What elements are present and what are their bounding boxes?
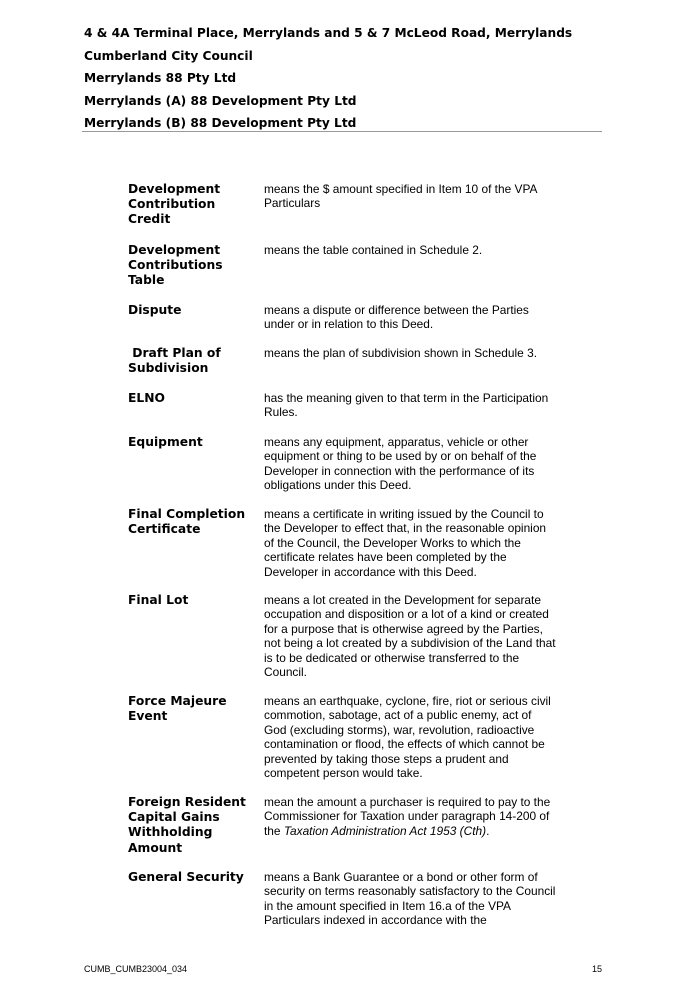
definition-item (128, 182, 558, 243)
definition-term: Final Completion Certificate (128, 507, 246, 537)
definition-item (128, 435, 558, 507)
definition-term: Equipment (128, 435, 203, 449)
header-party-1: Merrylands 88 Pty Ltd (84, 71, 237, 85)
definition-meaning: means the $ amount specified in Item 10 of the VPA Particulars (264, 182, 537, 211)
definition-item (128, 694, 558, 795)
header-party-2: Merrylands (A) 88 Development Pty Ltd (84, 93, 357, 108)
definition-meaning: means an earthquake, cyclone, fire, riot or serious civil commotion, sabotage, act of a public enemy, act of God (excluding storms), war, revolution, radioactive contamination or flood, the effects of which cannot be prevented by taking those steps a prudent and competent person would take. (264, 694, 551, 781)
definition-term: Foreign Resident Capital Gains Withholding Amount (128, 795, 246, 855)
definition-meaning: means the table contained in Schedule 2. (264, 243, 483, 257)
definition-meaning (264, 795, 556, 838)
definition-meaning: has the meaning given to that term in the Participation Rules. (264, 391, 549, 420)
definition-item (128, 391, 558, 435)
statute-title: Taxation Administration Act 1953 (Cth) (283, 823, 487, 838)
definitions-list (128, 182, 558, 942)
definition-item (128, 593, 558, 694)
definition-meaning: means the plan of subdivision shown in Schedule 3. (264, 346, 537, 360)
header-party-3: Merrylands (B) 88 Development Pty Ltd (84, 116, 357, 130)
definition-meaning: means a Bank Guarantee or a bond or other form of security on terms reasonably satisfactory to the Council in the amount specified in Item 16.a of the VPA Particulars indexed in accordance with the (264, 870, 556, 928)
definition-meaning: means any equipment, apparatus, vehicle or other equipment or thing to be used by or on behalf of the Developer in connection with the performance of its obligations under this Deed. (264, 435, 537, 493)
definition-item (128, 507, 558, 593)
header-divider (82, 131, 602, 132)
definition-item (128, 795, 558, 870)
definition-term: Force Majeure Event (128, 694, 227, 724)
definition-term: Dispute (128, 303, 182, 317)
definition-term: Development Contributions Table (128, 243, 223, 288)
footer-page-number: 15 (591, 964, 602, 974)
definition-term: Final Lot (128, 593, 189, 607)
document-header (84, 22, 602, 135)
header-property-address: 4 & 4A Terminal Place, Merrylands and 5 & 7 McLeod Road, Merrylands (84, 26, 573, 40)
definition-meaning: means a dispute or difference between the Parties under or in relation to this Deed. (264, 303, 529, 332)
definition-term: General Security (128, 870, 244, 884)
definition-meaning: means a lot created in the Development for separate occupation and disposition or a lot of a kind or created for a purpose that is otherwise agreed by the Parties, not being a lot created by a subdivision of the Land that is to be dedicated or otherwise transferred to the Council. (264, 593, 556, 680)
header-council: Cumberland City Council (84, 48, 253, 63)
definition-item (128, 243, 558, 303)
definition-term: ELNO (128, 391, 165, 405)
definition-meaning-text: mean the amount a purchaser is required to pay to the Commissioner for Taxation under paragraph 14-200 of the (264, 795, 551, 838)
definition-item (128, 870, 558, 942)
definition-item (128, 346, 558, 391)
definition-meaning-tail: . (486, 823, 490, 838)
definition-item (128, 303, 558, 346)
definition-term: Development Contribution Credit (128, 182, 221, 227)
definition-meaning: means a certificate in writing issued by the Council to the Developer to effect that, in the reasonable opinion of the Council, the Developer Works to which the certificate relates have been completed by the Developer in accordance with this Deed. (264, 507, 547, 579)
footer-document-reference: CUMB_CUMB23004_034 (84, 964, 188, 974)
definition-term: Draft Plan of Subdivision (128, 346, 221, 376)
